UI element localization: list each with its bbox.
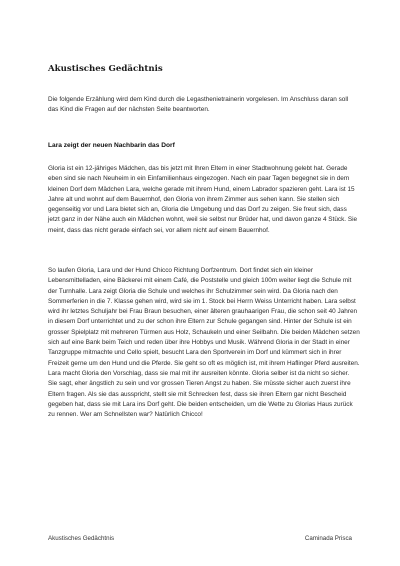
footer-document-title: Akustisches Gedächtnis [48,535,115,542]
footer-author: Caminada Prisca [304,535,352,542]
section-heading: Lara zeigt der neuen Nachbarin das Dorf [48,142,175,149]
intro-text: Die folgende Erzählung wird dem Kind durch die Legasthenietrainerin vorgelesen. Im Anschluss daran soll das Kind die Fragen auf der nächsten Seite beantworten. [48,96,349,113]
story-paragraph-1: Gloria ist ein 12-jähriges Mädchen, das bis jetzt mit Ihren Eltern in einer Stadtwohnung gelebt hat. Gerade eben sind sie nach Neuheim in ein Einfamilienhaus eingezogen. Nach ein paar Tagen begegnet sie in dem kleinen Dorf dem Mädchen Lara, welche gerade mit ihrem Hund, einem Labrador spazieren geht. Lara ist 15 Jahre alt und wohnt auf dem Bauernhof, den Gloria von ihrem Zimmer aus sehen kann. Sie stellen sich gegenseitig vor und Lara bietet sich an, Gloria die Umgebung und das Dorf zu zeigen. Sie freut sich, dass jetzt ganz in der Nähe auch ein Mädchen wohnt, weil sie selbst nur Brüder hat, und davon ganze 4 Stück. Sie meint, dass das nicht gerade einfach sei, vor allem nicht auf einem Bauernhof. [48,165,358,234]
document-title: Akustisches Gedächtnis [48,64,163,74]
story-paragraph-2: So laufen Gloria, Lara und der Hund Chicco Richtung Dorfzentrum. Dort findet sich ein kleiner Lebensmittelladen, eine Bäckerei mit einem Café, die Poststelle und gleich 100m weiter liegt die Schule mit der Turnhalle. Lara zeigt Gloria die Schule und welches ihr Schulzimmer sein wird. Da Gloria nach den Sommerferien in die 7. Klasse gehen wird, wird sie im 1. Stock bei Herrn Weiss Unterricht haben. Lara selbst wird ihr letztes Schuljahr bei Frau Braun besuchen, einer älteren grauhaarigen Frau, die schon seit 40 Jahren in diesem Dorf unterrichtet und zu der schon ihre Eltern zur Schule gegangen sind. Hinter der Schule ist ein grosser Spielplatz mit mehreren Türmen aus Holz, Schaukeln und einer Seilbahn. Die beiden Mädchen setzen sich auf eine Bank beim Teich und reden über ihre Hobbys und Musik. Während Gloria in der Stadt in einer Tanzgruppe mitmachte und Cello spielt, besucht Lara den Sportverein im Dorf und kümmert sich in ihrer Freizeit gerne um den Hund und die Pferde. Sie geht so oft es möglich ist, mit ihrem Haflinger Pferd ausreiten. Lara macht Gloria den Vorschlag, dass sie mal mit ihr ausreiten könnte. Gloria selber ist da nicht so sicher. Sie sagt, eher ängstlich zu sein und vor grossen Tieren Angst zu haben. Sie müsste sicher auch zuerst ihre Eltern fragen. Als sie das ausspricht, stellt sie mit Schrecken fest, dass sie ihren Eltern gar nicht Bescheid gegeben hat, dass sie mit Lara ins Dorf geht. Die beiden entscheiden, um die Wette zu Glorias Haus zurück zu rennen. Wer am Schnellsten war? Natürlich Chicco! [48,267,360,419]
